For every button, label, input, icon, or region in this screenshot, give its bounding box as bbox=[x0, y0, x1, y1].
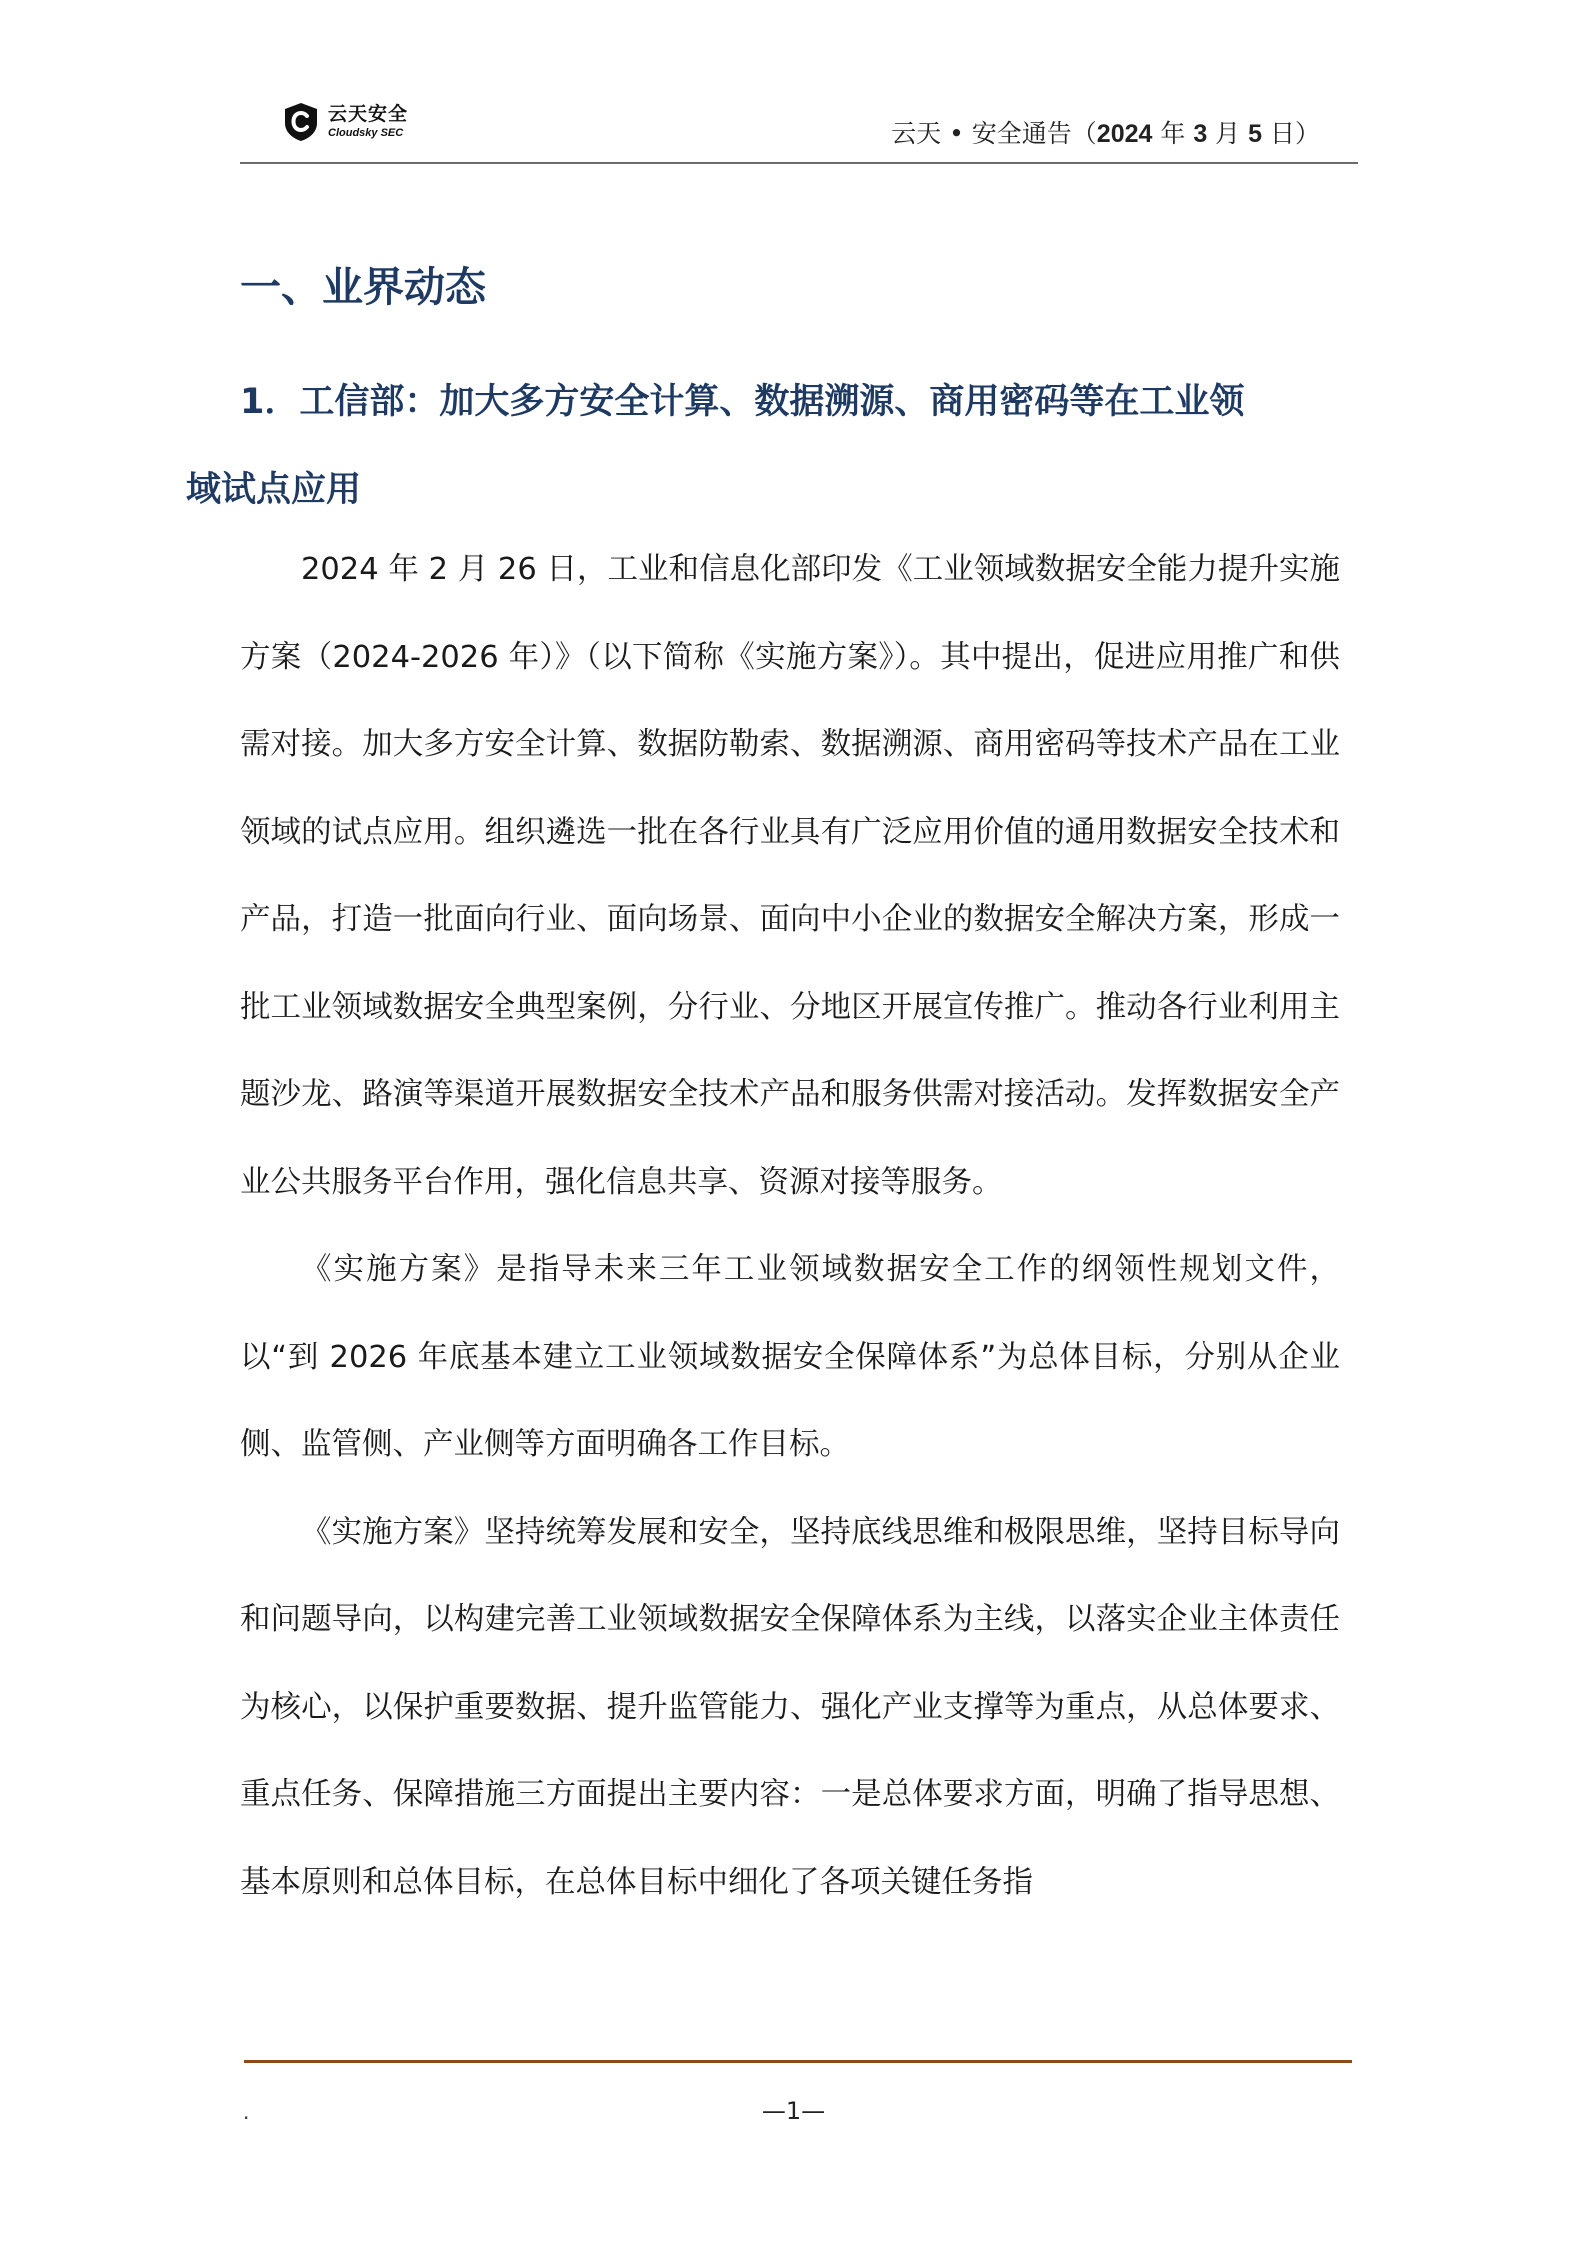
bulletin-title bbox=[891, 114, 1320, 150]
shield-c-logo-icon bbox=[282, 102, 320, 142]
article-heading bbox=[186, 358, 1346, 534]
article-title-line-1: 工信部：加大多方安全计算、数据溯源、商用密码等在工业领 bbox=[299, 382, 1245, 422]
bulletin-title-prefix: 云天 • 安全通告（ bbox=[891, 119, 1097, 148]
bulletin-year-unit: 年 bbox=[1152, 119, 1194, 148]
logo-chinese-name: 云天安全 bbox=[328, 103, 409, 125]
page-number: —1— bbox=[761, 2097, 826, 2125]
page-header bbox=[240, 96, 1358, 164]
paragraph: 《实施方案》是指导未来三年工业领域数据安全工作的纲领性规划文件，以“到 2026 年底基本建立工业领域数据安全保障体系”为总体目标，分别从企业侧、监管侧、产业侧等方面明确各工作目标。 bbox=[240, 1252, 1340, 1462]
bulletin-month-unit: 月 bbox=[1207, 119, 1249, 148]
logo-english-name: Cloudsky SEC bbox=[328, 127, 404, 139]
article-title-line-2: 域试点应用 bbox=[186, 470, 362, 510]
section-heading: 一、业界动态 bbox=[240, 263, 486, 311]
footer-divider bbox=[244, 2060, 1352, 2063]
bulletin-day: 5 bbox=[1248, 120, 1263, 148]
article-body bbox=[240, 526, 1340, 1926]
bulletin-day-unit: 日） bbox=[1262, 119, 1320, 148]
company-logo bbox=[282, 98, 408, 146]
paragraph: 《实施方案》坚持统筹发展和安全，坚持底线思维和极限思维，坚持目标导向和问题导向，以构建完善工业领域数据安全保障体系为主线，以落实企业主体责任为核心，以保护重要数据、提升监管能力、强化产业支撑等为重点，从总体要求、重点任务、保障措施三方面提出主要内容：一是总体要求方面，明确了指导思想、基本原则和总体目标，在总体目标中细化了各项关键任务指 bbox=[240, 1514, 1340, 1900]
bulletin-month: 3 bbox=[1193, 120, 1208, 148]
article-number: 1． bbox=[240, 382, 300, 422]
bulletin-year: 2024 bbox=[1096, 120, 1153, 148]
paragraph: 2024 年 2 月 26 日，工业和信息化部印发《工业领域数据安全能力提升实施方案（2024-2026 年）》（以下简称《实施方案》）。其中提出，促进应用推广和供需对接。加大多方安全计算、数据防勒索、数据溯源、商用密码等技术产品在工业领域的试点应用。组织遴选一批在各行业具有广泛应用价值的通用数据安全技术和产品，打造一批面向行业、面向场景、面向中小企业的数据安全解决方案，形成一批工业领域数据安全典型案例，分行业、分地区开展宣传推广。推动各行业利用主题沙龙、路演等渠道开展数据安全技术产品和服务供需对接活动。发挥数据安全产业公共服务平台作用，强化信息共享、资源对接等服务。 bbox=[240, 552, 1340, 1200]
footer-dot: . bbox=[243, 2100, 250, 2124]
logo-text bbox=[328, 105, 408, 139]
